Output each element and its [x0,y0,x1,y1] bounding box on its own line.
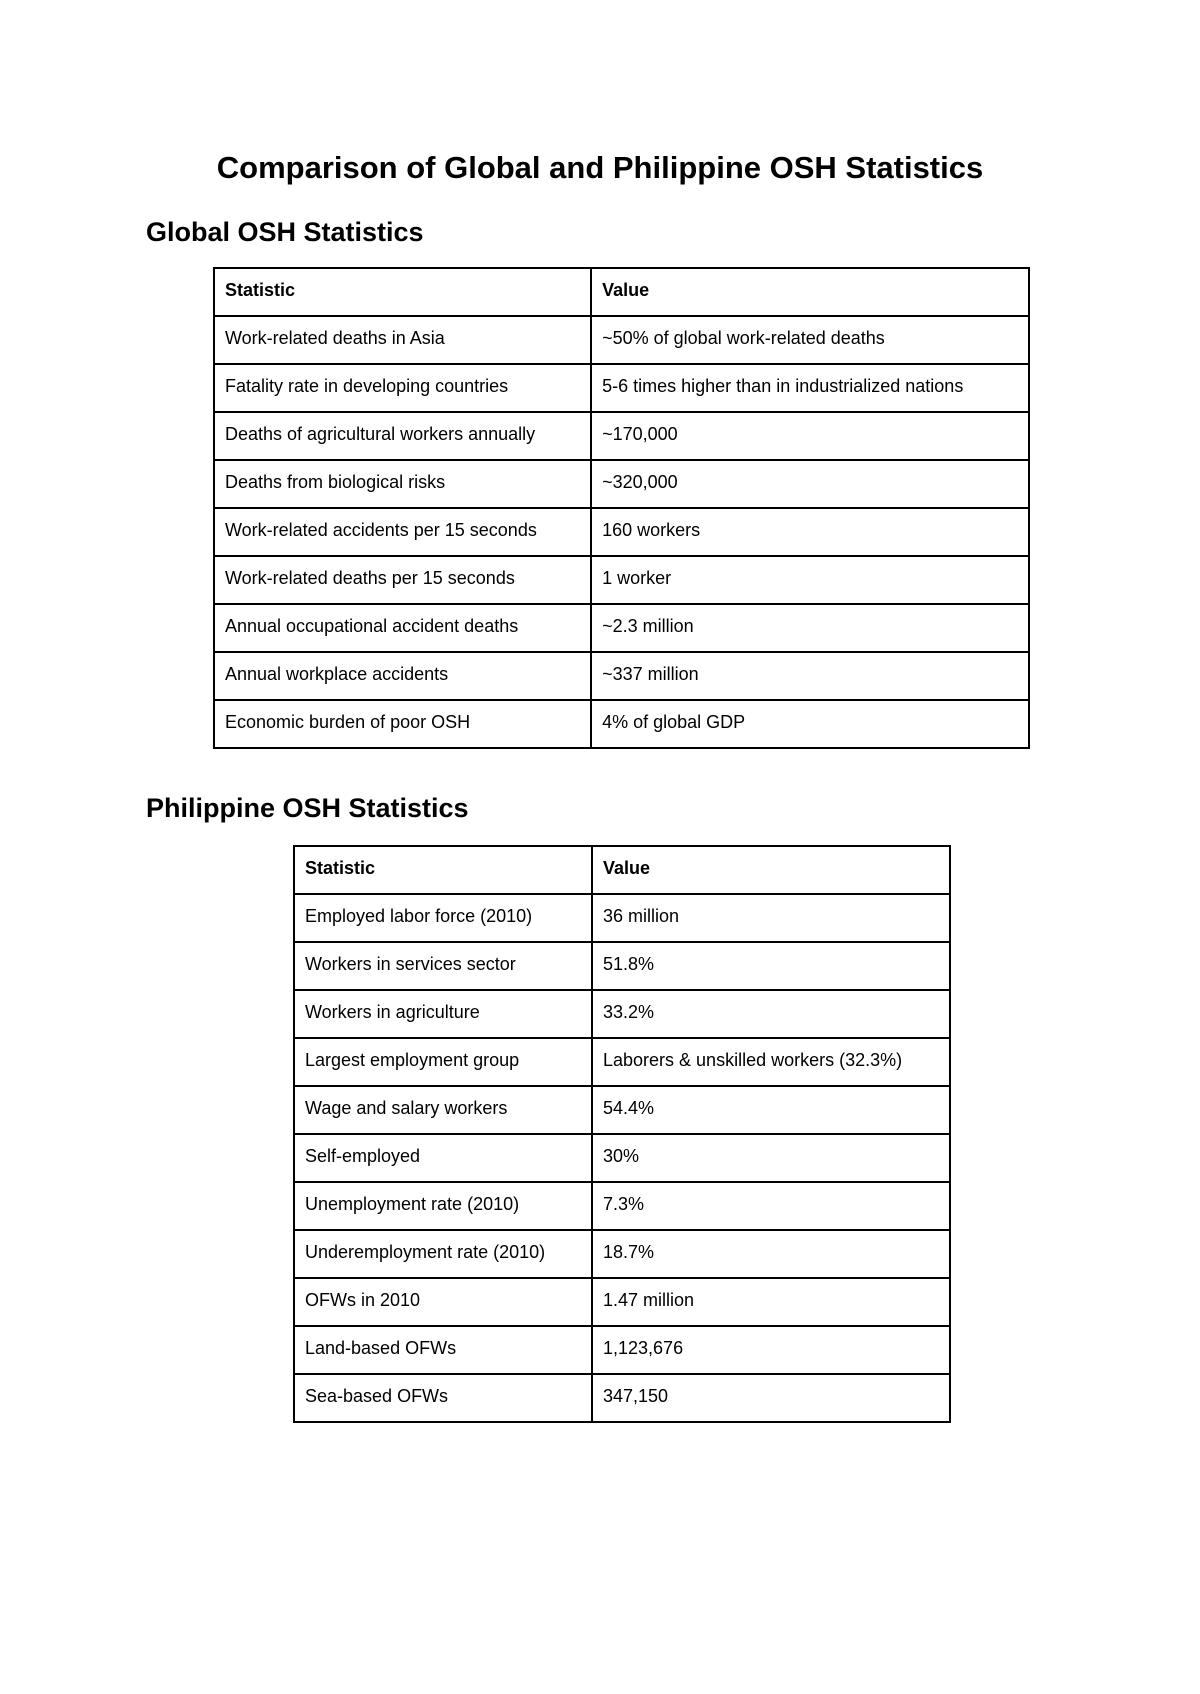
value-cell: 5-6 times higher than in industrialized nations [591,364,1029,412]
table-row [294,1182,950,1230]
value-cell: ~170,000 [591,412,1029,460]
table-row [294,942,950,990]
statistic-cell: Employed labor force (2010) [294,894,592,942]
value-cell: 4% of global GDP [591,700,1029,748]
value-cell: 36 million [592,894,950,942]
statistic-cell: Deaths of agricultural workers annually [214,412,591,460]
statistic-cell: Wage and salary workers [294,1086,592,1134]
value-cell: ~320,000 [591,460,1029,508]
table-row [294,1038,950,1086]
philippine-section-heading: Philippine OSH Statistics [146,793,469,823]
table-header-row [294,846,950,894]
table-row [294,894,950,942]
statistic-cell: Fatality rate in developing countries [214,364,591,412]
value-cell: ~2.3 million [591,604,1029,652]
value-cell: 160 workers [591,508,1029,556]
value-cell: ~50% of global work-related deaths [591,316,1029,364]
value-cell: 347,150 [592,1374,950,1422]
column-header-value: Value [592,846,950,894]
statistic-cell: Workers in agriculture [294,990,592,1038]
table-row [294,990,950,1038]
value-cell: 7.3% [592,1182,950,1230]
statistic-cell: Annual occupational accident deaths [214,604,591,652]
statistic-cell: Sea-based OFWs [294,1374,592,1422]
table-row [294,1278,950,1326]
table-row [294,1374,950,1422]
value-cell: 1 worker [591,556,1029,604]
statistic-cell: Work-related deaths per 15 seconds [214,556,591,604]
table-row [294,1326,950,1374]
value-cell: 54.4% [592,1086,950,1134]
value-cell: 51.8% [592,942,950,990]
value-cell: 18.7% [592,1230,950,1278]
table-row [214,460,1029,508]
document-title: Comparison of Global and Philippine OSH Statistics [216,150,984,185]
column-header-statistic: Statistic [214,268,591,316]
statistic-cell: Largest employment group [294,1038,592,1086]
table-row [294,1230,950,1278]
table-row [214,604,1029,652]
statistic-cell: Work-related deaths in Asia [214,316,591,364]
statistic-cell: Annual workplace accidents [214,652,591,700]
statistic-cell: Unemployment rate (2010) [294,1182,592,1230]
statistic-cell: Workers in services sector [294,942,592,990]
table-row [214,700,1029,748]
table-row [214,412,1029,460]
table-row [294,1086,950,1134]
philippine-stats-table [293,845,951,1423]
column-header-statistic: Statistic [294,846,592,894]
table-row [214,556,1029,604]
statistic-cell: Deaths from biological risks [214,460,591,508]
value-cell: ~337 million [591,652,1029,700]
table-header-row [214,268,1029,316]
value-cell: 33.2% [592,990,950,1038]
statistic-cell: Work-related accidents per 15 seconds [214,508,591,556]
table-row [294,1134,950,1182]
value-cell: 1,123,676 [592,1326,950,1374]
value-cell: 1.47 million [592,1278,950,1326]
statistic-cell: Land-based OFWs [294,1326,592,1374]
table-row [214,316,1029,364]
value-cell: 30% [592,1134,950,1182]
global-stats-table [213,267,1030,749]
column-header-value: Value [591,268,1029,316]
value-cell: Laborers & unskilled workers (32.3%) [592,1038,950,1086]
statistic-cell: OFWs in 2010 [294,1278,592,1326]
table-row [214,652,1029,700]
statistic-cell: Economic burden of poor OSH [214,700,591,748]
statistic-cell: Underemployment rate (2010) [294,1230,592,1278]
table-row [214,364,1029,412]
table-row [214,508,1029,556]
statistic-cell: Self-employed [294,1134,592,1182]
global-section-heading: Global OSH Statistics [146,217,424,247]
